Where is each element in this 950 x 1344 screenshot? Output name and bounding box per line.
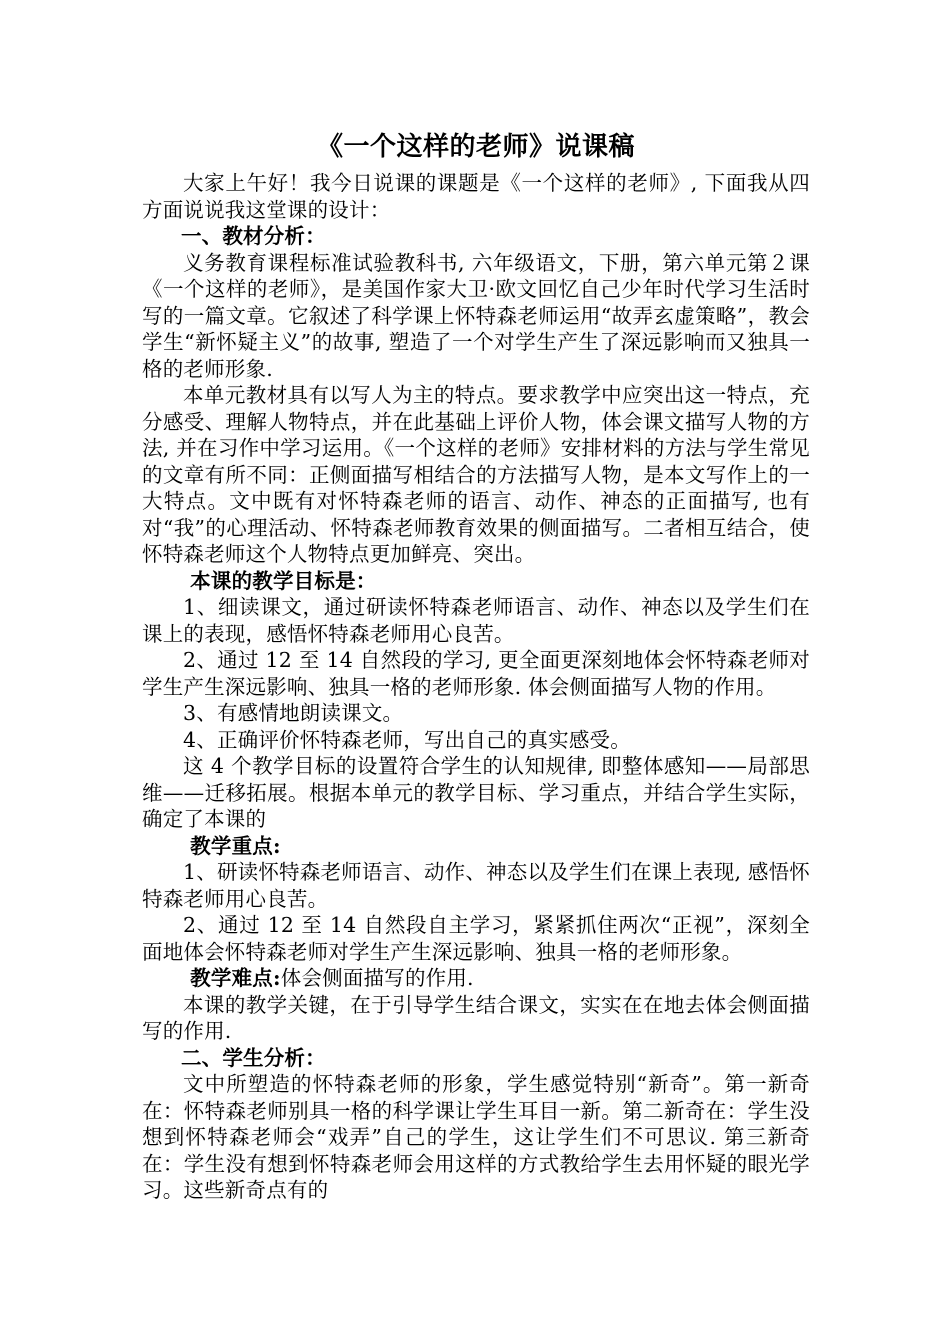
teaching-key-2: 2、通过 12 至 14 自然段自主学习，紧紧抓住两次“正视”，深刻全面地体会怀特森老师对学生产生深远影响、独具一格的老师形象。 (142, 913, 810, 964)
section-heading-student-analysis: 二、学生分析： (180, 1045, 326, 1070)
teaching-goals-heading: 本课的教学目标是： (190, 568, 377, 593)
textbook-paragraph-2: 本单元教材具有以写人为主的特点。要求教学中应突出这一特点，充分感受、理解人物特点，并在此基础上评价人物，体会课文描写人物的方法, 并在习作中学习运用。《一个这样的老师》安排材料的方法与学生常见的文章有所不同：正侧面描写相结合的方法描写人物，是本文写作上的一大特点。文中既有对怀特森老师的语言、动作、神态的正面描写, 也有对“我”的心理活动、怀特森老师教育效果的侧面描写。二者相互结合，使怀特森老师这个人物特点更加鲜亮、突出。 (142, 383, 810, 566)
teaching-goals-summary: 这 4 个教学目标的设置符合学生的认知规律, 即整体感知——局部思维——迁移拓展。根据本单元的教学目标、学习重点，并结合学生实际，确定了本课的 (142, 754, 810, 831)
teaching-goal-4: 4、正确评价怀特森老师，写出自己的真实感受。 (183, 727, 631, 752)
section-heading-textbook-analysis: 一、教材分析： (180, 224, 326, 248)
document-body (142, 126, 810, 1204)
document-title: 《一个这样的老师》说课稿 (316, 132, 635, 162)
teaching-key-1: 1、研读怀特森老师语言、动作、神态以及学生们在课上表现, 感悟怀特森老师用心良苦。 (142, 860, 810, 911)
intro-paragraph: 大家上午好！我今日说课的课题是《一个这样的老师》, 下面我从四方面说说我这堂课的设计： (142, 171, 810, 222)
teaching-difficulty (142, 965, 810, 992)
teaching-difficulty-label: 教学难点: (190, 966, 281, 990)
teaching-difficulty-text: 体会侧面描写的作用. (280, 966, 474, 990)
textbook-paragraph-1: 义务教育课程标准试验教科书, 六年级语文，下册，第六单元第２课《一个这样的老师》，是美国作家大卫·欧文回忆自己少年时代学习生活时写的一篇文章。它叙述了科学课上怀特森老师运用“故弄玄虚策略”，教会学生“新怀疑主义”的故事, 塑造了一个对学生产生了深远影响而又独具一格的老师形象. (142, 250, 810, 381)
teaching-goal-1: 1、细读课文，通过研读怀特森老师语言、动作、神态以及学生们在课上的表现，感悟怀特森老师用心良苦。 (142, 595, 810, 646)
student-analysis-paragraph: 文中所塑造的怀特森老师的形象，学生感觉特别“新奇”。第一新奇在：怀特森老师别具一格的科学课让学生耳目一新。第二新奇在：学生没想到怀特森老师会“戏弄”自己的学生，这让学生们不可思议. 第三新奇在：学生没有想到怀特森老师会用这样的方式教给学生去用怀疑的眼光学习。这些新奇点有的 (142, 1072, 810, 1202)
teaching-key-point: 本课的教学关键，在于引导学生结合课文，实实在在地去体会侧面描写的作用. (142, 992, 810, 1043)
teaching-goal-3: 3、有感情地朗读课文。 (183, 701, 404, 725)
teaching-key-heading: 教学重点: (190, 833, 281, 858)
teaching-goal-2: 2、通过 12 至 14 自然段的学习, 更全面更深刻地体会怀特森老师对学生产生深远影响、独具一格的老师形象. 体会侧面描写人物的作用。 (142, 648, 810, 699)
